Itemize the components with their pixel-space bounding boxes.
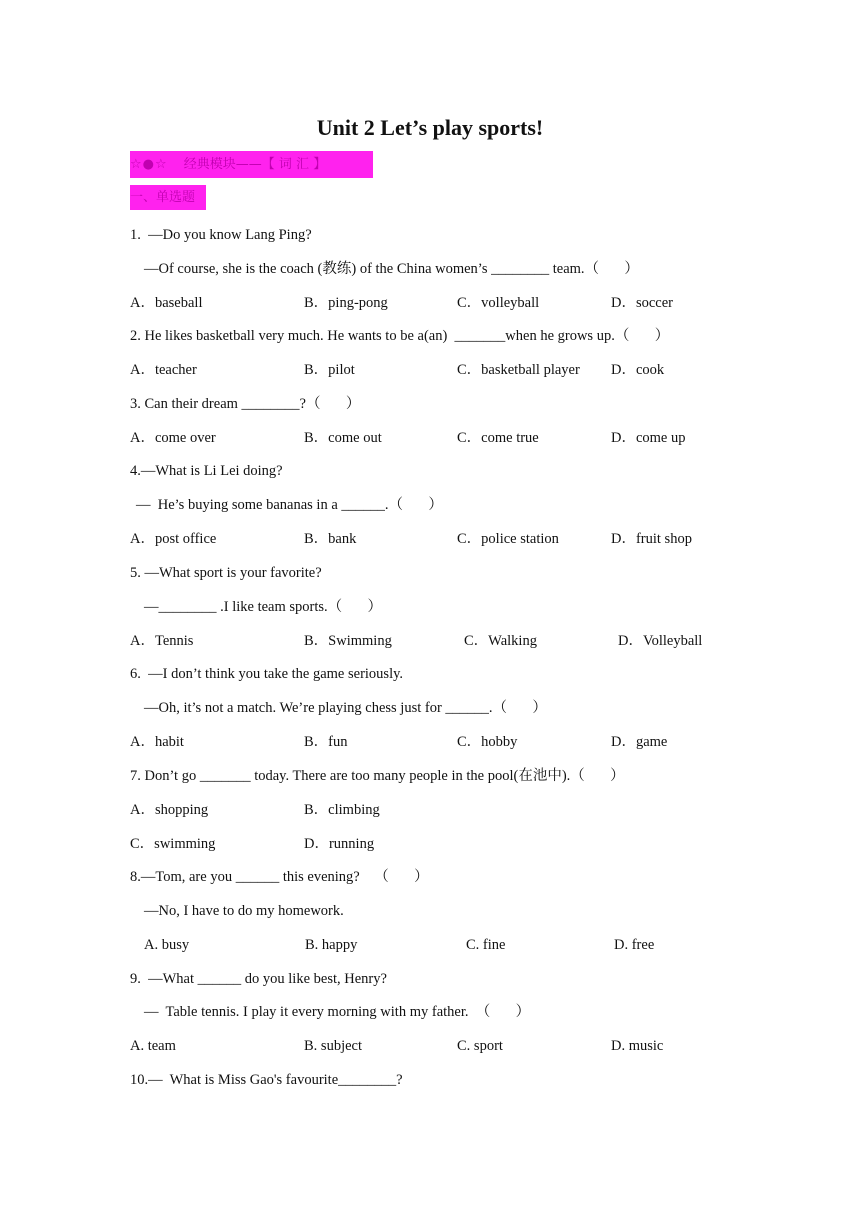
question-8-option-b[interactable]: B. happy [305,937,358,953]
question-1-stem: 1. —Do you know Lang Ping? [130,227,312,243]
question-5-stem: 5. —What sport is your favorite? [130,565,322,581]
question-1-option-c[interactable]: C．volleyball [457,295,540,311]
question-2-option-a[interactable]: A．teacher [130,362,197,378]
question-5-option-c[interactable]: C．Walking [464,633,537,649]
question-6-option-d[interactable]: D．game [611,734,668,750]
question-9-option-a[interactable]: A. team [130,1038,176,1054]
question-1-option-b[interactable]: B．ping-pong [304,295,388,311]
question-4-option-b[interactable]: B．bank [304,531,357,547]
question-4-stem-line-2: — He’s buying some bananas in a ______.（ ） [136,497,443,513]
module-banner [130,151,373,178]
question-7-option-c[interactable]: C．swimming [130,836,216,852]
question-4-stem: 4.—What is Li Lei doing? [130,463,283,479]
question-4-option-c[interactable]: C．police station [457,531,559,547]
question-9-option-c[interactable]: C. sport [457,1038,503,1054]
question-8-option-d[interactable]: D. free [614,937,655,953]
question-6-option-a[interactable]: A．habit [130,734,184,750]
question-5-option-d[interactable]: D．Volleyball [618,633,703,649]
question-7-stem: 7. Don’t go _______ today. There are too many people in the pool(在池中).（ ） [130,768,625,784]
question-3-stem: 3. Can their dream ________?（ ） [130,396,361,412]
question-7-option-b[interactable]: B．climbing [304,802,380,818]
question-7-option-d[interactable]: D．running [304,836,375,852]
question-8-stem: 8.—Tom, are you ______ this evening? （ ） [130,869,429,885]
question-10-stem: 10.— What is Miss Gao's favourite________? [130,1072,403,1088]
question-9-stem: 9. —What ______ do you like best, Henry? [130,971,387,987]
question-1-stem-line-2: —Of course, she is the coach (教练) of the China women’s ________ team.（ ） [144,261,639,277]
question-3-option-c[interactable]: C．come true [457,430,539,446]
question-6-stem-line-2: —Oh, it’s not a match. We’re playing chess just for ______.（ ） [144,700,547,716]
question-1-option-d[interactable]: D．soccer [611,295,674,311]
question-8-option-c[interactable]: C. fine [466,937,506,953]
question-1-option-a[interactable]: A．baseball [130,295,203,311]
question-2-option-d[interactable]: D．cook [611,362,665,378]
question-2-option-c[interactable]: C．basketball player [457,362,580,378]
question-2-stem: 2. He likes basketball very much. He wants to be a(an) _______when he grows up.（ ） [130,328,670,344]
question-6-stem: 6. —I don’t think you take the game seriously. [130,666,404,682]
section-heading: 一、单选题 [130,185,206,210]
question-4-option-a[interactable]: A．post office [130,531,217,547]
question-2-option-b[interactable]: B．pilot [304,362,355,378]
banner-text: 经典模块——【 词 汇 】 [183,157,327,172]
banner-decoration: ☆●☆ [130,157,168,172]
question-5-option-a[interactable]: A．Tennis [130,633,194,649]
question-9-option-d[interactable]: D. music [611,1038,664,1054]
question-9-option-b[interactable]: B. subject [304,1038,362,1054]
question-3-option-d[interactable]: D．come up [611,430,686,446]
page-title: Unit 2 Let’s play sports! [316,115,544,140]
question-5-stem-line-2: —________ .I like team sports.（ ） [144,599,383,615]
question-8-stem-line-2: —No, I have to do my homework. [144,903,344,919]
question-6-option-b[interactable]: B．fun [304,734,348,750]
question-9-stem-line-2: — Table tennis. I play it every morning with my father. （ ） [144,1004,531,1020]
question-4-option-d[interactable]: D．fruit shop [611,531,692,547]
question-5-option-b[interactable]: B．Swimming [304,633,392,649]
question-3-option-a[interactable]: A．come over [130,430,216,446]
question-8-option-a[interactable]: A. busy [144,937,190,953]
question-7-option-a[interactable]: A．shopping [130,802,209,818]
question-3-option-b[interactable]: B．come out [304,430,382,446]
question-6-option-c[interactable]: C．hobby [457,734,518,750]
